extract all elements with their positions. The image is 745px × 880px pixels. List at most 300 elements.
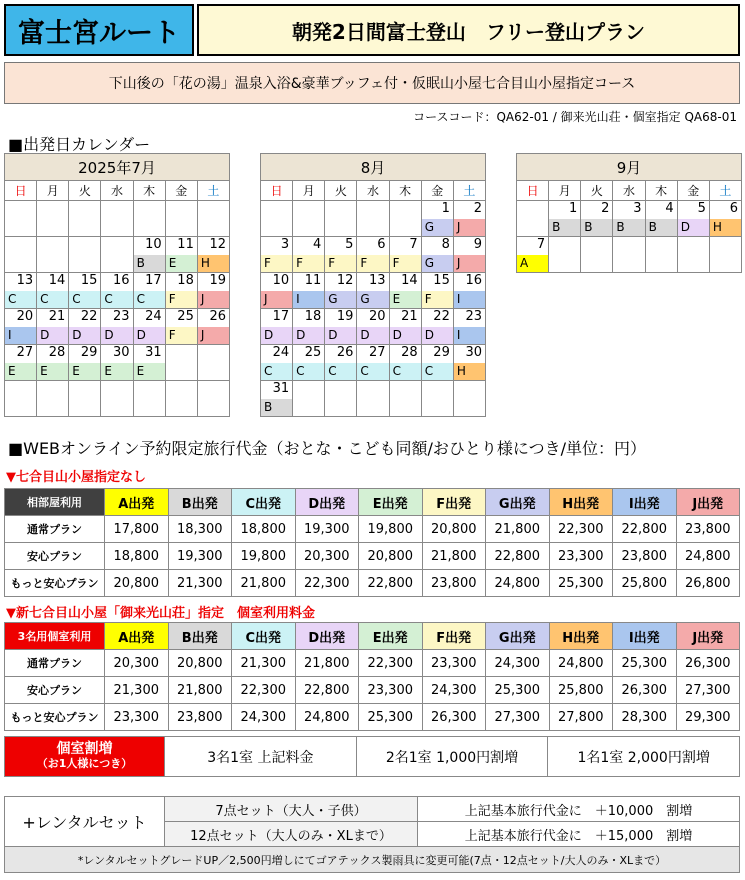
day-number: 3 xyxy=(280,237,290,252)
calendar-day xyxy=(5,273,37,309)
calendar-day xyxy=(357,345,389,381)
departure-code: C xyxy=(134,291,165,308)
day-number: 16 xyxy=(465,273,482,288)
departure-code: C xyxy=(357,363,388,380)
rental-set-price: 上記基本旅行代金に ＋15,000 割増 xyxy=(418,822,740,847)
departure-code: C xyxy=(325,363,356,380)
weekday-header: 土 xyxy=(453,181,485,201)
calendar-day xyxy=(325,273,357,309)
calendar-day xyxy=(453,201,485,237)
calendar-day xyxy=(69,381,101,417)
calendar-day xyxy=(389,201,421,237)
departure-code: B xyxy=(549,219,580,236)
weekday-header: 木 xyxy=(389,181,421,201)
day-number: 25 xyxy=(177,309,194,324)
departure-header: G出発 xyxy=(486,489,550,516)
departure-code: D xyxy=(325,327,356,344)
departure-header: G出発 xyxy=(486,623,550,650)
day-number: 1 xyxy=(441,201,450,216)
departure-code: D xyxy=(261,327,292,344)
departure-header: B出発 xyxy=(168,623,232,650)
calendar-day xyxy=(613,201,645,237)
weekday-header: 金 xyxy=(421,181,453,201)
calendar-day xyxy=(197,201,229,237)
calendar-day xyxy=(549,201,581,237)
calendar-day xyxy=(165,309,197,345)
calendar-day xyxy=(261,273,293,309)
calendar-day xyxy=(5,237,37,273)
departure-code: E xyxy=(101,363,132,380)
price-cell: 20,800 xyxy=(105,570,169,597)
price-cell: 22,300 xyxy=(359,650,423,677)
day-number: 24 xyxy=(145,309,162,324)
day-number: 31 xyxy=(145,345,162,360)
departure-code: F xyxy=(390,255,421,272)
day-number: 26 xyxy=(336,345,354,360)
discount-title: 個室割増 xyxy=(56,741,113,757)
calendar-day xyxy=(517,237,549,273)
price-cell: 23,800 xyxy=(613,543,677,570)
plan-label: 通常プラン xyxy=(5,650,105,677)
discount-item: 2名1室 1,000円割増 xyxy=(356,737,548,777)
price-cell: 26,800 xyxy=(676,570,740,597)
day-number: 15 xyxy=(433,273,450,288)
departure-code: J xyxy=(454,219,485,236)
calendar-day xyxy=(325,381,357,417)
price-cell: 22,300 xyxy=(549,516,613,543)
departure-code: J xyxy=(198,327,229,344)
price-cell: 24,800 xyxy=(486,570,550,597)
price-cell: 23,800 xyxy=(422,570,486,597)
departure-code: G xyxy=(325,291,356,308)
day-number: 24 xyxy=(272,345,290,360)
rental-set-name: 7点セット（大人・子供） xyxy=(165,797,418,822)
departure-code: G xyxy=(422,255,453,272)
departure-code: I xyxy=(454,291,485,308)
day-number: 14 xyxy=(48,273,66,288)
price-cell: 27,300 xyxy=(676,677,740,704)
table-corner: 相部屋利用 xyxy=(5,489,105,516)
day-number: 16 xyxy=(113,273,130,288)
departure-code: D xyxy=(37,327,68,344)
departure-header: I出発 xyxy=(613,489,677,516)
calendar-day xyxy=(613,237,645,273)
day-number: 23 xyxy=(113,309,130,324)
departure-code: E xyxy=(166,255,197,272)
rental-table xyxy=(4,796,740,873)
day-number: 19 xyxy=(209,273,226,288)
calendar-day xyxy=(165,381,197,417)
day-number: 8 xyxy=(441,237,450,252)
price-table-private xyxy=(4,622,740,731)
calendar-day xyxy=(325,201,357,237)
departure-header: A出発 xyxy=(105,489,169,516)
calendar-day xyxy=(69,201,101,237)
day-number: 21 xyxy=(401,309,418,324)
price-cell: 24,300 xyxy=(232,704,296,731)
departure-header: B出発 xyxy=(168,489,232,516)
calendar-day xyxy=(133,309,165,345)
departure-code: F xyxy=(357,255,388,272)
calendar-day xyxy=(325,345,357,381)
calendar-day xyxy=(69,237,101,273)
calendar-day xyxy=(581,237,613,273)
rental-set-name: 12点セット（大人のみ・XLまで） xyxy=(165,822,418,847)
calendar-day xyxy=(37,381,69,417)
calendar-day xyxy=(261,201,293,237)
calendar-day xyxy=(197,309,229,345)
calendar-day xyxy=(293,309,325,345)
price-cell: 25,300 xyxy=(613,650,677,677)
plan-label: 安心プラン xyxy=(5,677,105,704)
departure-code: F xyxy=(325,255,356,272)
weekday-header: 月 xyxy=(293,181,325,201)
calendar-day xyxy=(133,345,165,381)
departure-code: C xyxy=(69,291,100,308)
calendar-day xyxy=(645,237,677,273)
day-number: 25 xyxy=(304,345,322,360)
departure-code: C xyxy=(293,363,324,380)
calendar-day xyxy=(357,273,389,309)
day-number: 29 xyxy=(80,345,98,360)
calendar-day xyxy=(421,309,453,345)
weekday-header: 水 xyxy=(101,181,133,201)
weekday-header: 金 xyxy=(677,181,709,201)
calendar-day xyxy=(37,237,69,273)
price-cell: 27,800 xyxy=(549,704,613,731)
day-number: 28 xyxy=(401,345,418,360)
price-cell: 20,800 xyxy=(168,650,232,677)
weekday-header: 火 xyxy=(581,181,613,201)
price-cell: 28,300 xyxy=(613,704,677,731)
day-number: 30 xyxy=(465,345,482,360)
calendar-august xyxy=(260,153,486,417)
departure-code: C xyxy=(101,291,132,308)
price-cell: 18,800 xyxy=(105,543,169,570)
price-cell: 20,800 xyxy=(359,543,423,570)
departure-code: H xyxy=(710,219,741,236)
price-cell: 22,300 xyxy=(232,677,296,704)
price-cell: 24,300 xyxy=(422,677,486,704)
calendar-day xyxy=(101,345,133,381)
rental-set-price: 上記基本旅行代金に ＋10,000 割増 xyxy=(418,797,740,822)
price-cell: 24,800 xyxy=(549,650,613,677)
departure-code: I xyxy=(293,291,324,308)
day-number: 6 xyxy=(377,237,386,252)
price-table-shared xyxy=(4,488,740,597)
day-number: 2 xyxy=(473,201,482,216)
plan-subtitle: 下山後の「花の湯」温泉入浴&豪華ブッフェ付・仮眠山小屋七合目山小屋指定コース xyxy=(4,62,740,104)
day-number: 28 xyxy=(48,345,66,360)
day-number: 11 xyxy=(177,237,194,252)
calendar-day xyxy=(293,381,325,417)
rental-note: *レンタルセットグレードUP／2,500円増しにてゴアテックス製雨具に変更可能(7点・12点セット/大人のみ・XLまで） xyxy=(5,847,740,873)
calendar-day xyxy=(325,237,357,273)
day-number: 13 xyxy=(16,273,34,288)
calendar-day xyxy=(261,345,293,381)
calendar-day xyxy=(37,201,69,237)
day-number: 21 xyxy=(48,309,66,324)
calendar-day xyxy=(37,345,69,381)
weekday-header: 木 xyxy=(133,181,165,201)
price-cell: 21,800 xyxy=(486,516,550,543)
calendar-day xyxy=(453,273,485,309)
calendar-day xyxy=(645,201,677,237)
price-cell: 26,300 xyxy=(676,650,740,677)
day-number: 23 xyxy=(465,309,482,324)
calendar-heading: ■出発日カレンダー xyxy=(8,135,151,154)
day-number: 6 xyxy=(729,201,738,216)
departure-code: D xyxy=(357,327,388,344)
day-number: 4 xyxy=(665,201,674,216)
departure-code: G xyxy=(422,219,453,236)
day-number: 7 xyxy=(536,237,546,252)
plan-label: もっと安心プラン xyxy=(5,704,105,731)
weekday-header: 金 xyxy=(165,181,197,201)
price-cell: 26,300 xyxy=(613,677,677,704)
price-cell: 18,300 xyxy=(168,516,232,543)
departure-code: C xyxy=(390,363,421,380)
calendar-day xyxy=(453,237,485,273)
price-cell: 21,300 xyxy=(168,570,232,597)
calendar-day xyxy=(133,273,165,309)
departure-header: F出発 xyxy=(422,623,486,650)
departure-header: J出発 xyxy=(676,623,740,650)
day-number: 5 xyxy=(345,237,354,252)
rental-label: +レンタルセット xyxy=(5,797,165,847)
price-cell: 19,300 xyxy=(295,516,359,543)
calendar-day xyxy=(5,201,37,237)
weekday-header: 火 xyxy=(325,181,357,201)
calendar-day xyxy=(357,201,389,237)
day-number: 26 xyxy=(209,309,226,324)
route-label: 富士宮ルート xyxy=(4,4,194,56)
weekday-header: 土 xyxy=(197,181,229,201)
departure-code: G xyxy=(357,291,388,308)
departure-header: D出発 xyxy=(295,489,359,516)
weekday-header: 月 xyxy=(37,181,69,201)
day-number: 10 xyxy=(145,237,162,252)
plan-label: 安心プラン xyxy=(5,543,105,570)
calendar-day xyxy=(389,273,421,309)
departure-code: B xyxy=(581,219,612,236)
price-cell: 23,800 xyxy=(168,704,232,731)
price-cell: 23,300 xyxy=(359,677,423,704)
price-cell: 24,300 xyxy=(486,650,550,677)
day-number: 7 xyxy=(409,237,418,252)
calendar-day xyxy=(37,273,69,309)
calendar-day xyxy=(101,273,133,309)
price-cell: 22,800 xyxy=(295,677,359,704)
departure-header: H出発 xyxy=(549,623,613,650)
calendar-day xyxy=(165,201,197,237)
day-number: 11 xyxy=(304,273,322,288)
departure-code: F xyxy=(261,255,292,272)
weekday-header: 木 xyxy=(645,181,677,201)
course-code: コースコード：QA62-01 / 御来光山荘・個室指定 QA68-01 xyxy=(413,110,737,124)
day-number: 17 xyxy=(272,309,290,324)
weekday-header: 火 xyxy=(69,181,101,201)
day-number: 18 xyxy=(177,273,194,288)
calendar-day xyxy=(677,237,709,273)
day-number: 5 xyxy=(697,201,706,216)
section-no-hut: ▼七合目山小屋指定なし xyxy=(6,470,146,485)
price-cell: 25,800 xyxy=(613,570,677,597)
departure-code: B xyxy=(646,219,677,236)
departure-header: I出発 xyxy=(613,623,677,650)
plan-label: もっと安心プラン xyxy=(5,570,105,597)
day-number: 27 xyxy=(16,345,34,360)
price-cell: 19,300 xyxy=(168,543,232,570)
departure-header: H出発 xyxy=(549,489,613,516)
departure-code: D xyxy=(134,327,165,344)
price-cell: 19,800 xyxy=(232,543,296,570)
weekday-header: 水 xyxy=(613,181,645,201)
day-number: 17 xyxy=(145,273,162,288)
day-number: 27 xyxy=(369,345,386,360)
discount-sublabel: （お1人様につき） xyxy=(36,757,133,770)
departure-code: I xyxy=(5,327,36,344)
day-number: 3 xyxy=(633,201,642,216)
departure-code: E xyxy=(5,363,36,380)
calendar-september xyxy=(516,153,742,273)
weekday-header: 日 xyxy=(5,181,37,201)
day-number: 9 xyxy=(473,237,482,252)
calendar-day xyxy=(389,309,421,345)
departure-code: B xyxy=(261,399,292,416)
price-cell: 19,800 xyxy=(359,516,423,543)
month-title: 9月 xyxy=(517,154,742,181)
calendar-day xyxy=(197,345,229,381)
price-cell: 17,800 xyxy=(105,516,169,543)
departure-code: F xyxy=(293,255,324,272)
calendar-day xyxy=(261,381,293,417)
day-number: 2 xyxy=(601,201,610,216)
day-number: 18 xyxy=(304,309,322,324)
weekday-header: 日 xyxy=(517,181,549,201)
price-cell: 23,300 xyxy=(105,704,169,731)
calendar-day xyxy=(517,201,549,237)
day-number: 1 xyxy=(569,201,578,216)
plan-title: 朝発2日間富士登山 フリー登山プラン xyxy=(197,4,740,56)
departure-header: E出発 xyxy=(359,489,423,516)
calendar-day xyxy=(389,381,421,417)
departure-code: E xyxy=(37,363,68,380)
day-number: 20 xyxy=(369,309,386,324)
calendar-day xyxy=(421,237,453,273)
calendar-day xyxy=(421,273,453,309)
calendar-day xyxy=(101,237,133,273)
calendar-day xyxy=(549,237,581,273)
departure-code: D xyxy=(293,327,324,344)
price-cell: 26,300 xyxy=(422,704,486,731)
price-cell: 23,300 xyxy=(422,650,486,677)
calendar-day xyxy=(389,237,421,273)
calendar-day xyxy=(357,309,389,345)
price-cell: 20,300 xyxy=(105,650,169,677)
discount-label xyxy=(5,737,165,777)
calendar-day xyxy=(5,345,37,381)
plan-label: 通常プラン xyxy=(5,516,105,543)
departure-code: F xyxy=(166,291,197,308)
weekday-header: 土 xyxy=(709,181,741,201)
departure-code: F xyxy=(166,327,197,344)
price-cell: 25,800 xyxy=(549,677,613,704)
price-cell: 21,800 xyxy=(295,650,359,677)
price-cell: 22,800 xyxy=(359,570,423,597)
departure-code: C xyxy=(37,291,68,308)
departure-code: D xyxy=(101,327,132,344)
section-private-room: ▼新七合目山小屋「御来光山荘」指定 個室利用料金 xyxy=(6,606,315,621)
calendar-day xyxy=(165,237,197,273)
price-heading: ■WEBオンライン予約限定旅行代金（おとな・こども同額/おひとり様につき/単位：円） xyxy=(8,439,647,458)
price-cell: 22,800 xyxy=(486,543,550,570)
departure-header: J出発 xyxy=(676,489,740,516)
calendar-day xyxy=(69,345,101,381)
calendar-day xyxy=(133,381,165,417)
departure-code: D xyxy=(390,327,421,344)
price-cell: 20,300 xyxy=(295,543,359,570)
day-number: 4 xyxy=(313,237,322,252)
month-title: 2025年7月 xyxy=(5,154,230,181)
calendar-day xyxy=(325,309,357,345)
calendar-day xyxy=(101,381,133,417)
day-number: 12 xyxy=(209,237,226,252)
calendar-day xyxy=(101,201,133,237)
calendar-day xyxy=(5,309,37,345)
discount-item: 3名1室 上記料金 xyxy=(165,737,357,777)
departure-code: J xyxy=(454,255,485,272)
day-number: 22 xyxy=(433,309,450,324)
calendar-day xyxy=(37,309,69,345)
departure-header: C出発 xyxy=(232,489,296,516)
departure-code: B xyxy=(613,219,644,236)
price-cell: 20,800 xyxy=(422,516,486,543)
price-cell: 24,800 xyxy=(295,704,359,731)
calendar-day xyxy=(165,273,197,309)
departure-code: E xyxy=(134,363,165,380)
calendar-day xyxy=(197,237,229,273)
departure-code: D xyxy=(69,327,100,344)
calendar-day xyxy=(677,201,709,237)
price-cell: 18,800 xyxy=(232,516,296,543)
calendar-day xyxy=(101,309,133,345)
price-cell: 22,300 xyxy=(295,570,359,597)
discount-table xyxy=(4,736,740,777)
departure-code: I xyxy=(454,327,485,344)
departure-header: C出発 xyxy=(232,623,296,650)
calendar-day xyxy=(389,345,421,381)
calendar-day xyxy=(197,381,229,417)
calendar-day xyxy=(421,381,453,417)
day-number: 22 xyxy=(80,309,98,324)
departure-code: C xyxy=(422,363,453,380)
price-cell: 25,300 xyxy=(486,677,550,704)
departure-code: H xyxy=(454,363,485,380)
day-number: 30 xyxy=(113,345,130,360)
calendar-day xyxy=(357,381,389,417)
departure-header: A出発 xyxy=(105,623,169,650)
day-number: 29 xyxy=(433,345,450,360)
discount-item: 1名1室 2,000円割増 xyxy=(548,737,740,777)
day-number: 14 xyxy=(401,273,418,288)
departure-header: F出発 xyxy=(422,489,486,516)
price-cell: 29,300 xyxy=(676,704,740,731)
calendar-day xyxy=(197,273,229,309)
table-corner: 3名用個室利用 xyxy=(5,623,105,650)
departure-code: E xyxy=(69,363,100,380)
departure-code: J xyxy=(261,291,292,308)
